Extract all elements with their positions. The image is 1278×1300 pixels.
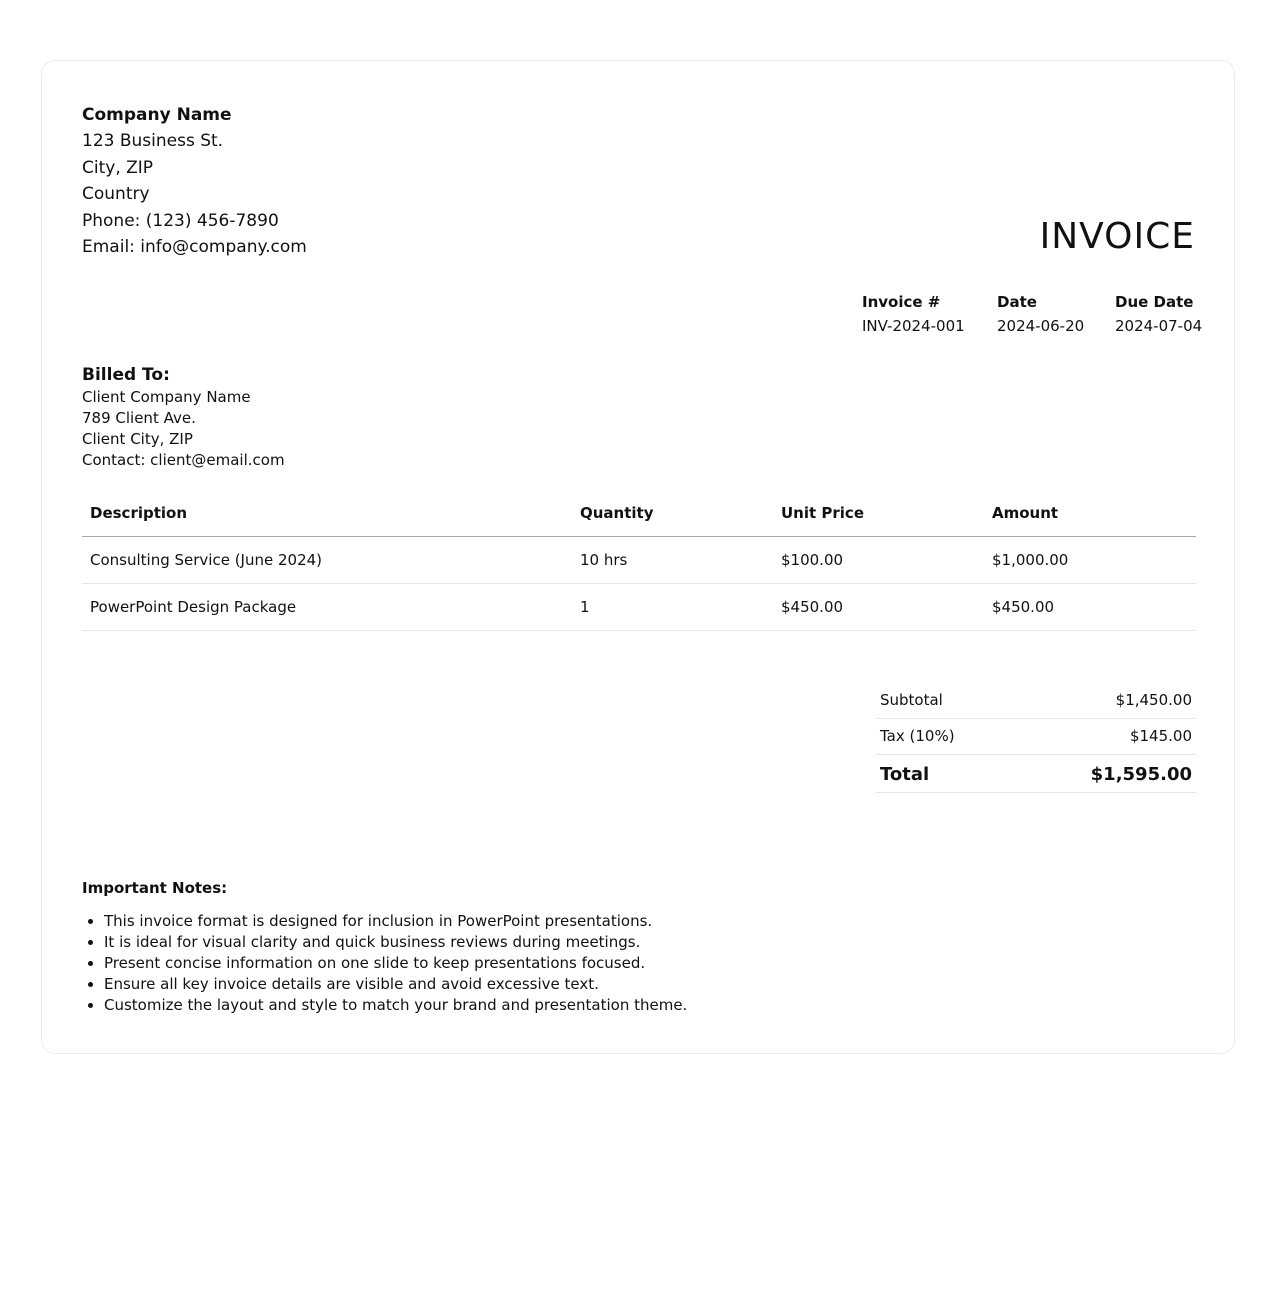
bullet-icon xyxy=(88,982,93,987)
item-description: Consulting Service (June 2024) xyxy=(90,551,323,569)
bullet-icon xyxy=(88,919,93,924)
invoice-date-value: 2024-06-20 xyxy=(997,317,1085,335)
total-label: Total xyxy=(880,764,930,785)
invoice-number-label: Invoice # xyxy=(862,293,941,311)
item-amount: $450.00 xyxy=(992,598,1055,616)
total-value: $1,595.00 xyxy=(1090,764,1192,785)
client-contact-line: Contact: client@email.com xyxy=(82,451,285,469)
tax-label: Tax (10%) xyxy=(880,727,955,745)
billed-to-heading: Billed To: xyxy=(82,365,170,385)
item-quantity: 1 xyxy=(580,598,590,616)
bullet-icon xyxy=(88,940,93,945)
subtotal-value: $1,450.00 xyxy=(1115,691,1192,709)
bullet-icon xyxy=(88,961,93,966)
list-item xyxy=(82,911,687,932)
invoice-number-value: INV-2024-001 xyxy=(862,317,965,335)
notes-heading: Important Notes: xyxy=(82,879,228,897)
company-name: Company Name xyxy=(82,105,232,125)
due-date-value: 2024-07-04 xyxy=(1115,317,1203,335)
item-unit-price: $100.00 xyxy=(781,551,844,569)
invoice-date-label: Date xyxy=(997,293,1037,311)
column-header-quantity: Quantity xyxy=(580,504,654,522)
client-address-line: 789 Client Ave. xyxy=(82,409,196,427)
note-text: This invoice format is designed for inclusion in PowerPoint presentations. xyxy=(104,912,653,930)
bullet-icon xyxy=(88,1003,93,1008)
item-quantity: 10 hrs xyxy=(580,551,628,569)
item-unit-price: $450.00 xyxy=(781,598,844,616)
subtotal-row xyxy=(876,683,1196,719)
list-item xyxy=(82,953,687,974)
item-description: PowerPoint Design Package xyxy=(90,598,297,616)
notes-list xyxy=(82,911,687,1016)
note-text: Present concise information on one slide to keep presentations focused. xyxy=(104,954,646,972)
company-email-line: Email: info@company.com xyxy=(82,237,307,257)
company-country-line: Country xyxy=(82,184,150,204)
tax-value: $145.00 xyxy=(1129,727,1192,745)
item-amount: $1,000.00 xyxy=(992,551,1069,569)
company-address-line: 123 Business St. xyxy=(82,131,224,151)
total-row xyxy=(876,755,1196,793)
note-text: Ensure all key invoice details are visible and avoid excessive text. xyxy=(104,975,599,993)
invoice-title: INVOICE xyxy=(1039,216,1195,257)
note-text: It is ideal for visual clarity and quick business reviews during meetings. xyxy=(104,933,641,951)
due-date-label: Due Date xyxy=(1115,293,1194,311)
note-text: Customize the layout and style to match your brand and presentation theme. xyxy=(104,996,688,1014)
company-phone-line: Phone: (123) 456-7890 xyxy=(82,211,279,231)
list-item xyxy=(82,974,687,995)
client-company-line: Client Company Name xyxy=(82,388,251,406)
list-item xyxy=(82,995,687,1016)
table-header-row xyxy=(82,491,1196,537)
line-items-table xyxy=(82,491,1196,631)
table-row xyxy=(82,537,1196,584)
invoice-card xyxy=(41,60,1235,1054)
table-row xyxy=(82,584,1196,631)
client-city-line: Client City, ZIP xyxy=(82,430,193,448)
column-header-amount: Amount xyxy=(992,504,1059,522)
totals-table xyxy=(876,683,1196,793)
list-item xyxy=(82,932,687,953)
subtotal-label: Subtotal xyxy=(880,691,943,709)
column-header-unit-price: Unit Price xyxy=(781,504,864,522)
company-city-line: City, ZIP xyxy=(82,158,154,178)
tax-row xyxy=(876,719,1196,755)
column-header-description: Description xyxy=(90,504,188,522)
